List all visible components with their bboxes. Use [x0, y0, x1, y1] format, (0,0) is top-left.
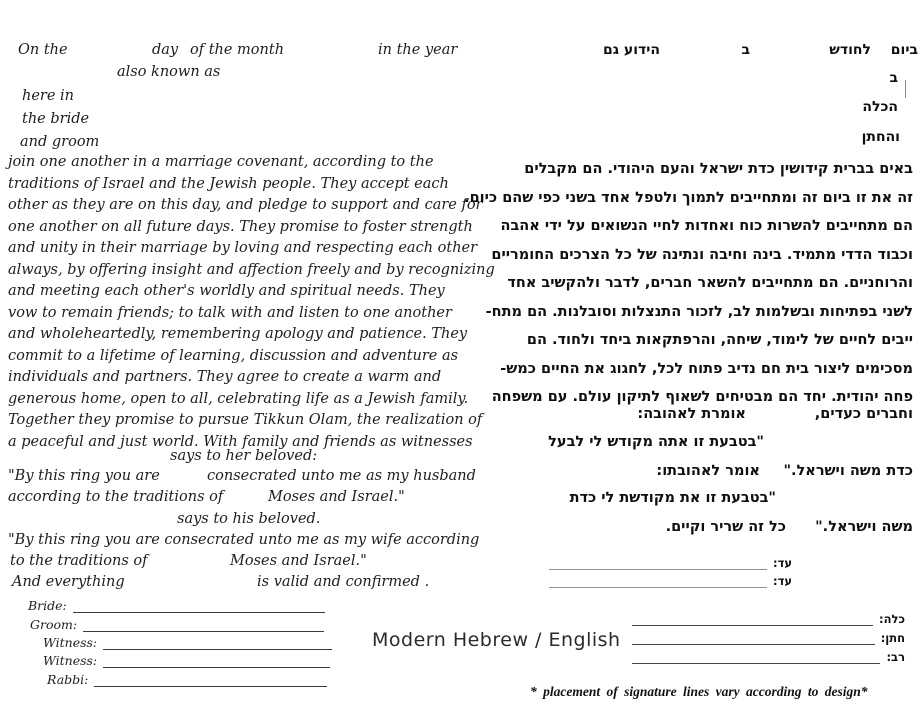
signature-row-witness-2 [43, 653, 330, 668]
eng-her-vow-line1-start: "By this ring you are [8, 468, 160, 484]
hebrew-body-line: וכבוד הדדי מתמיד. בינה וחיבה ונתינה של כל הצרכים החומריים [491, 246, 913, 263]
eng-her-vow-line1-end: consecrated unto me as my husband [207, 468, 476, 484]
eng-opening-and-groom: and groom [20, 134, 100, 150]
heb-her-vow-quote-end: כדת משה וישראל." [783, 463, 913, 479]
eng-his-vow-intro: says to his beloved. [177, 511, 321, 527]
hebrew-body-line: באים בברית קידושין כדת ישראל והעם היהודי. הם מקבלים [524, 161, 913, 177]
hebrew-signature-label-groom: חתן: [880, 631, 905, 645]
signature-label-witness: Witness: [43, 635, 98, 650]
signature-label-bride: Bride: [28, 598, 67, 613]
heb-his-vow-quote-end: משה וישראל." [815, 519, 913, 535]
signature-line [549, 557, 767, 570]
hebrew-signature-label-rabbi: רב: [886, 650, 905, 664]
heb-his-vow-speaker: אומר לאהובתו: [656, 463, 760, 479]
signature-label-rabbi: Rabbi: [47, 672, 89, 687]
eng-opening-here-in: here in [22, 88, 75, 104]
eng-her-vow-line2-start: according to the traditions of [8, 489, 224, 505]
heb-her-vow-quote: "בטבעת זו אתה מקודש לי לבעל [548, 434, 764, 450]
english-body-line: join one another in a marriage covenant, according to the [8, 154, 434, 170]
eng-opening-on-the: On the [18, 42, 68, 58]
hebrew-signature-row-bride [632, 612, 905, 626]
eng-his-vow-line2-start: to the traditions of [10, 553, 148, 569]
hebrew-body-line: מסכימים ליצור בית חם נדיב פתוח לכל, לחגוג את החיים כמש- [500, 360, 913, 377]
eng-his-vow-line1: "By this ring you are consecrated unto me as my wife according [8, 532, 480, 548]
design-caption: Modern Hebrew / English [372, 629, 621, 651]
heb-opening-of-the-month: לחודש [829, 42, 871, 58]
heb-her-vow-speaker: אומרת לאהובה: [637, 406, 746, 422]
english-body-line: and wholeheartedly, remembering apology and patience. They [8, 326, 468, 342]
english-body-line: commit to a lifetime of learning, discussion and adventure as [8, 347, 459, 364]
heb-opening-place-prefix: ב [889, 70, 898, 86]
hebrew-signature-label-bride: כלה: [879, 612, 905, 626]
signature-line [632, 632, 875, 645]
eng-his-vow-line2-end: Moses and Israel." [230, 553, 367, 569]
heb-opening-on-the-day: ביום [890, 42, 918, 58]
signature-row-bride [28, 598, 325, 613]
english-body-line: generous home, open to all, celebrating life as a Jewish family. [8, 390, 469, 407]
english-body-line: always, by offering insight and affection freely and by recognizing [8, 261, 495, 278]
eng-opening-the-bride: the bride [22, 111, 90, 127]
heb-opening-the-bride: הכלה [862, 99, 898, 115]
eng-her-vow-intro: says to her beloved: [170, 448, 318, 464]
hebrew-witness-label: עד: [772, 574, 792, 588]
fill-in-mark [905, 80, 906, 98]
hebrew-body-line: הם מתחייבים להשרות כוח ואחדות לחיי הנשואים על ידי אהבה [500, 218, 913, 234]
signature-label-groom: Groom: [30, 617, 78, 632]
hebrew-body-line: והרוחניים. הם מתחייבים להשאר חברים, לדבר ולהקשיב אחד [507, 275, 913, 291]
hebrew-body-line: ייבים לחיים של לימוד, שיחה, והרפתקאות ביחד ולחוד. הם [526, 332, 913, 348]
english-covenant-paragraph [8, 152, 495, 453]
signature-line [549, 575, 767, 588]
english-body-line: traditions of Israel and the Jewish people. They accept each [8, 175, 449, 192]
hebrew-witness-row-2 [549, 574, 792, 588]
english-body-line: other as they are on this day, and pledge to support and care for [8, 197, 483, 213]
eng-opening-of-the-month: of the month [190, 42, 285, 58]
eng-her-vow-line2-end: Moses and Israel." [268, 489, 405, 505]
hebrew-signature-row-rabbi [632, 650, 905, 664]
signature-label-witness: Witness: [43, 653, 98, 668]
heb-closing-formula: כל זה שריר וקיים. [665, 519, 786, 535]
signature-row-rabbi [47, 672, 327, 687]
eng-opening-day: day [152, 42, 179, 58]
signature-line [73, 599, 325, 613]
english-body-line: and meeting each other's worldly and spiritual needs. They [8, 283, 445, 299]
english-body-line: a peaceful and just world. With family and friends as witnesses [8, 433, 473, 450]
signature-line [632, 613, 873, 626]
english-body-line: Together they promise to pursue Tikkun Olam, the realization of [8, 412, 483, 428]
hebrew-body-line: לשני בפתיחות ובשלמות לב, לזכור התנצלות וסובלנות. הם מתח- [485, 303, 913, 320]
heb-opening-also-known: הידוע גם [603, 42, 660, 58]
eng-opening-also-known-as: also known as [117, 64, 221, 80]
signature-line [94, 673, 327, 687]
eng-opening-in-the-year: in the year [378, 42, 458, 58]
eng-closing-right: is valid and confirmed . [257, 574, 430, 590]
signature-line [632, 651, 880, 664]
signature-line [103, 654, 330, 668]
english-body-line: vow to remain friends; to talk with and listen to one another [8, 304, 452, 321]
hebrew-witness-label: עד: [772, 556, 792, 570]
hebrew-witness-row-1 [549, 556, 792, 570]
english-body-line: one another on all future days. They promise to foster strength [8, 218, 473, 235]
english-body-line: individuals and partners. They agree to create a warm and [8, 369, 442, 385]
hebrew-body-line: פחה יהודית. יחד הם מבטיחים לשאוף לתיקון עולם. עם משפחה [491, 389, 913, 405]
english-body-line: and unity in their marriage by loving and respecting each other [8, 240, 478, 256]
eng-closing-left: And everything [12, 574, 125, 590]
hebrew-covenant-paragraph [464, 155, 913, 412]
signature-row-groom [30, 617, 324, 632]
signature-line [103, 636, 332, 650]
signature-row-witness-1 [43, 635, 332, 650]
signature-line [83, 618, 324, 632]
placement-footnote: * placement of signature lines vary according to design* [530, 684, 868, 699]
heb-her-vow-lead: וחברים כעדים, [814, 406, 913, 422]
heb-his-vow-quote: "בטבעת זו את מקודשת לי כדת [569, 490, 776, 506]
heb-opening-and-groom: והחתן [861, 129, 900, 145]
hebrew-signature-row-groom [632, 631, 905, 645]
heb-opening-year-prefix: ב [741, 42, 750, 58]
hebrew-body-line: זה את זו ביום זה ומתחייבים לתמוך ולטפל אחד בשני כפי שהם כיום. [464, 189, 913, 206]
